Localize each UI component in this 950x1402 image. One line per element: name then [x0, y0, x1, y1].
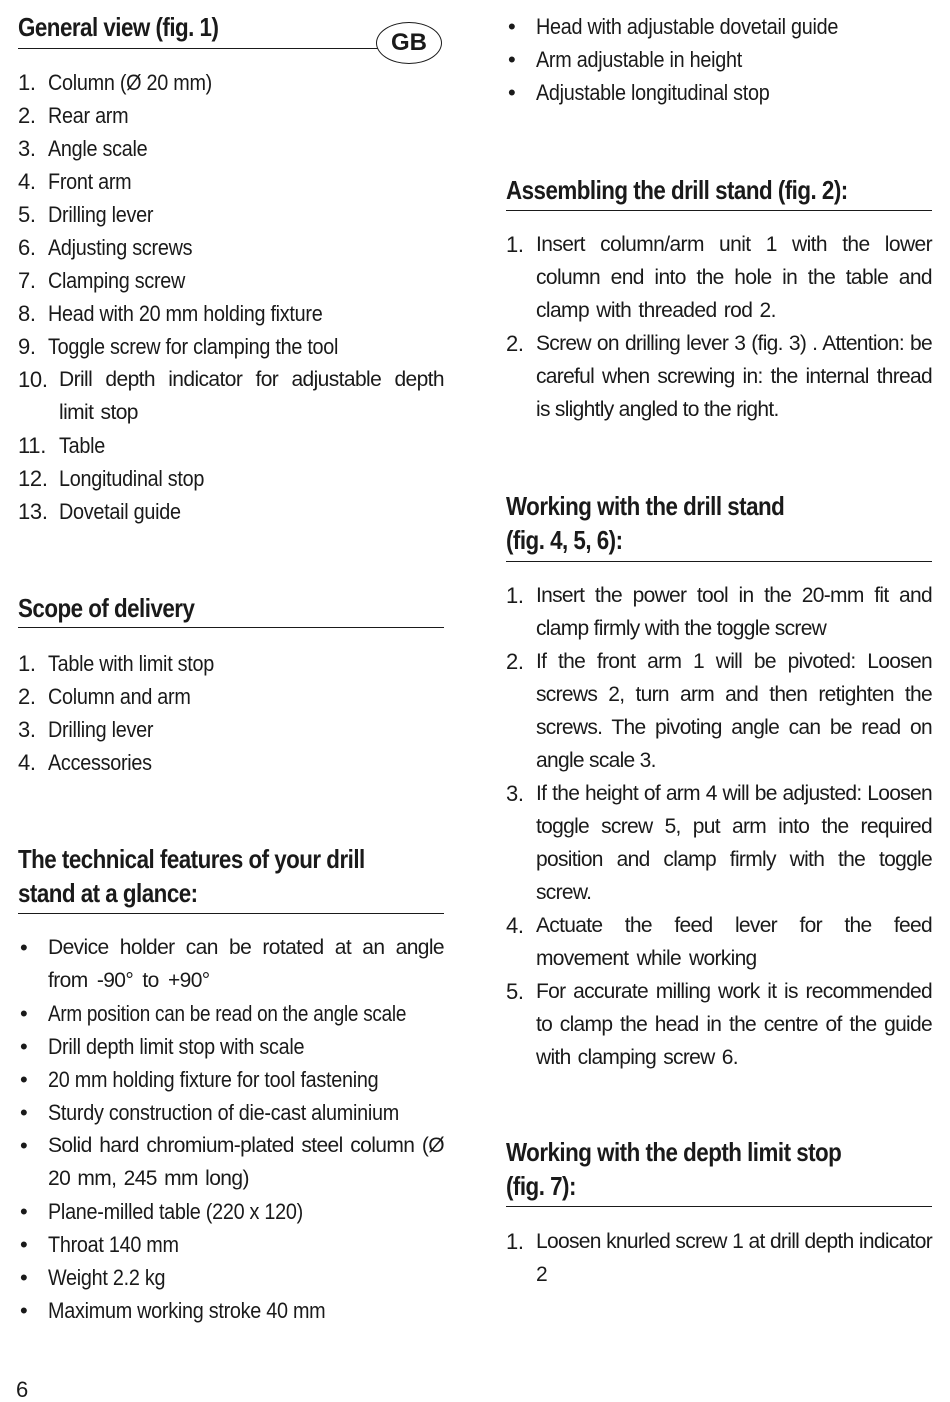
list-item: • Adjustable longitudinal stop	[508, 80, 770, 105]
page-number: 6	[16, 1377, 29, 1402]
list-item: 3. If the height of arm 4 will be adjusted: Loosen toggle screw 5, put arm into the required position and clamp firmly with the toggle screw.	[506, 781, 932, 904]
depth-section	[506, 1135, 932, 1291]
list-item: 4. Accessories	[18, 750, 152, 775]
list-item: 3. Angle scale	[18, 136, 148, 161]
list-item: 1. Insert column/arm unit 1 with the lower column end into the hole in the table and clamp with threaded rod 2.	[506, 232, 932, 322]
list-item: • Sturdy construction of die-cast aluminium	[20, 1100, 399, 1125]
list-item: • Weight 2.2 kg	[20, 1265, 166, 1290]
list-item: • Device holder can be rotated at an angle from -90° to +90°	[20, 935, 444, 992]
list-item: 2. Rear arm	[18, 103, 129, 128]
list-item: 2. Column and arm	[18, 684, 191, 709]
list-item: 1. Column (Ø 20 mm)	[18, 70, 213, 95]
working-rule	[506, 561, 932, 562]
features-heading-line2: stand at a glance:	[18, 878, 198, 908]
list-item: 6. Adjusting screws	[18, 235, 193, 260]
list-item: 4. Front arm	[18, 169, 132, 194]
general-view-list	[18, 66, 444, 528]
depth-list	[506, 1225, 932, 1291]
scope-list	[18, 647, 444, 779]
depth-rule	[506, 1206, 932, 1207]
general-view-heading: General view (fig. 1)	[18, 12, 219, 42]
scope-heading: Scope of delivery	[18, 593, 195, 623]
features-list	[18, 931, 444, 1327]
list-item: 7. Clamping screw	[18, 268, 186, 293]
working-list	[506, 579, 932, 1074]
list-item: 5. Drilling lever	[18, 202, 154, 227]
list-item: 11. Table	[18, 433, 105, 458]
scope-rule	[18, 627, 444, 628]
features-section	[18, 842, 444, 1327]
features-heading-line1: The technical features of your drill	[18, 844, 365, 874]
list-item: 2. Screw on drilling lever 3 (fig. 3) . Attention: be careful when screwing in: the internal thread is slightly angled to the right.	[506, 331, 932, 421]
list-item: 9. Toggle screw for clamping the tool	[18, 334, 339, 359]
working-section	[506, 489, 932, 1074]
list-item: • 20 mm holding fixture for tool fastening	[20, 1067, 379, 1092]
list-item: 13. Dovetail guide	[18, 499, 181, 524]
list-item: • Drill depth limit stop with scale	[20, 1034, 305, 1059]
list-item: 4. Actuate the feed lever for the feed movement while working	[506, 913, 932, 970]
features-rule	[18, 913, 444, 914]
list-item: • Head with adjustable dovetail guide	[508, 14, 839, 39]
list-item: 1. Table with limit stop	[18, 651, 215, 676]
language-badge: GB	[376, 22, 442, 64]
list-item: • Throat 140 mm	[20, 1232, 179, 1257]
list-item: 12. Longitudinal stop	[18, 466, 205, 491]
list-item: 1. Insert the power tool in the 20-mm fit and clamp firmly with the toggle screw	[506, 583, 932, 640]
working-heading-line1: Working with the drill stand	[506, 491, 785, 521]
general-view-section	[18, 10, 444, 528]
list-item: 2. If the front arm 1 will be pivoted: Loosen screws 2, turn arm and then retighten the screws. The pivoting angle can be read on angle scale 3.	[506, 649, 932, 772]
list-item: • Solid hard chromium-plated steel column (Ø 20 mm, 245 mm long)	[20, 1133, 444, 1190]
working-heading-line2: (fig. 4, 5, 6):	[506, 525, 623, 555]
depth-heading-line2: (fig. 7):	[506, 1171, 576, 1201]
list-item: • Arm adjustable in height	[508, 47, 742, 72]
general-view-rule	[18, 48, 378, 49]
assembling-heading: Assembling the drill stand (fig. 2):	[506, 175, 848, 205]
list-item: • Arm position can be read on the angle scale	[20, 1001, 407, 1026]
list-item: • Maximum working stroke 40 mm	[20, 1298, 326, 1323]
list-item: 1. Loosen knurled screw 1 at drill depth indicator 2	[506, 1229, 932, 1286]
list-item: 3. Drilling lever	[18, 717, 154, 742]
list-item: 5. For accurate milling work it is recommended to clamp the head in the centre of the guide with clamping screw 6.	[506, 979, 932, 1069]
scope-section	[18, 591, 444, 779]
assembling-section	[506, 173, 932, 426]
depth-heading-line1: Working with the depth limit stop	[506, 1137, 842, 1167]
list-item: 8. Head with 20 mm holding fixture	[18, 301, 323, 326]
assembling-list	[506, 228, 932, 426]
features-continued-list	[506, 10, 932, 109]
assembling-rule	[506, 210, 932, 211]
list-item: 10. Drill depth indicator for adjustable depth limit stop	[18, 367, 444, 424]
list-item: • Plane-milled table (220 x 120)	[20, 1199, 303, 1224]
